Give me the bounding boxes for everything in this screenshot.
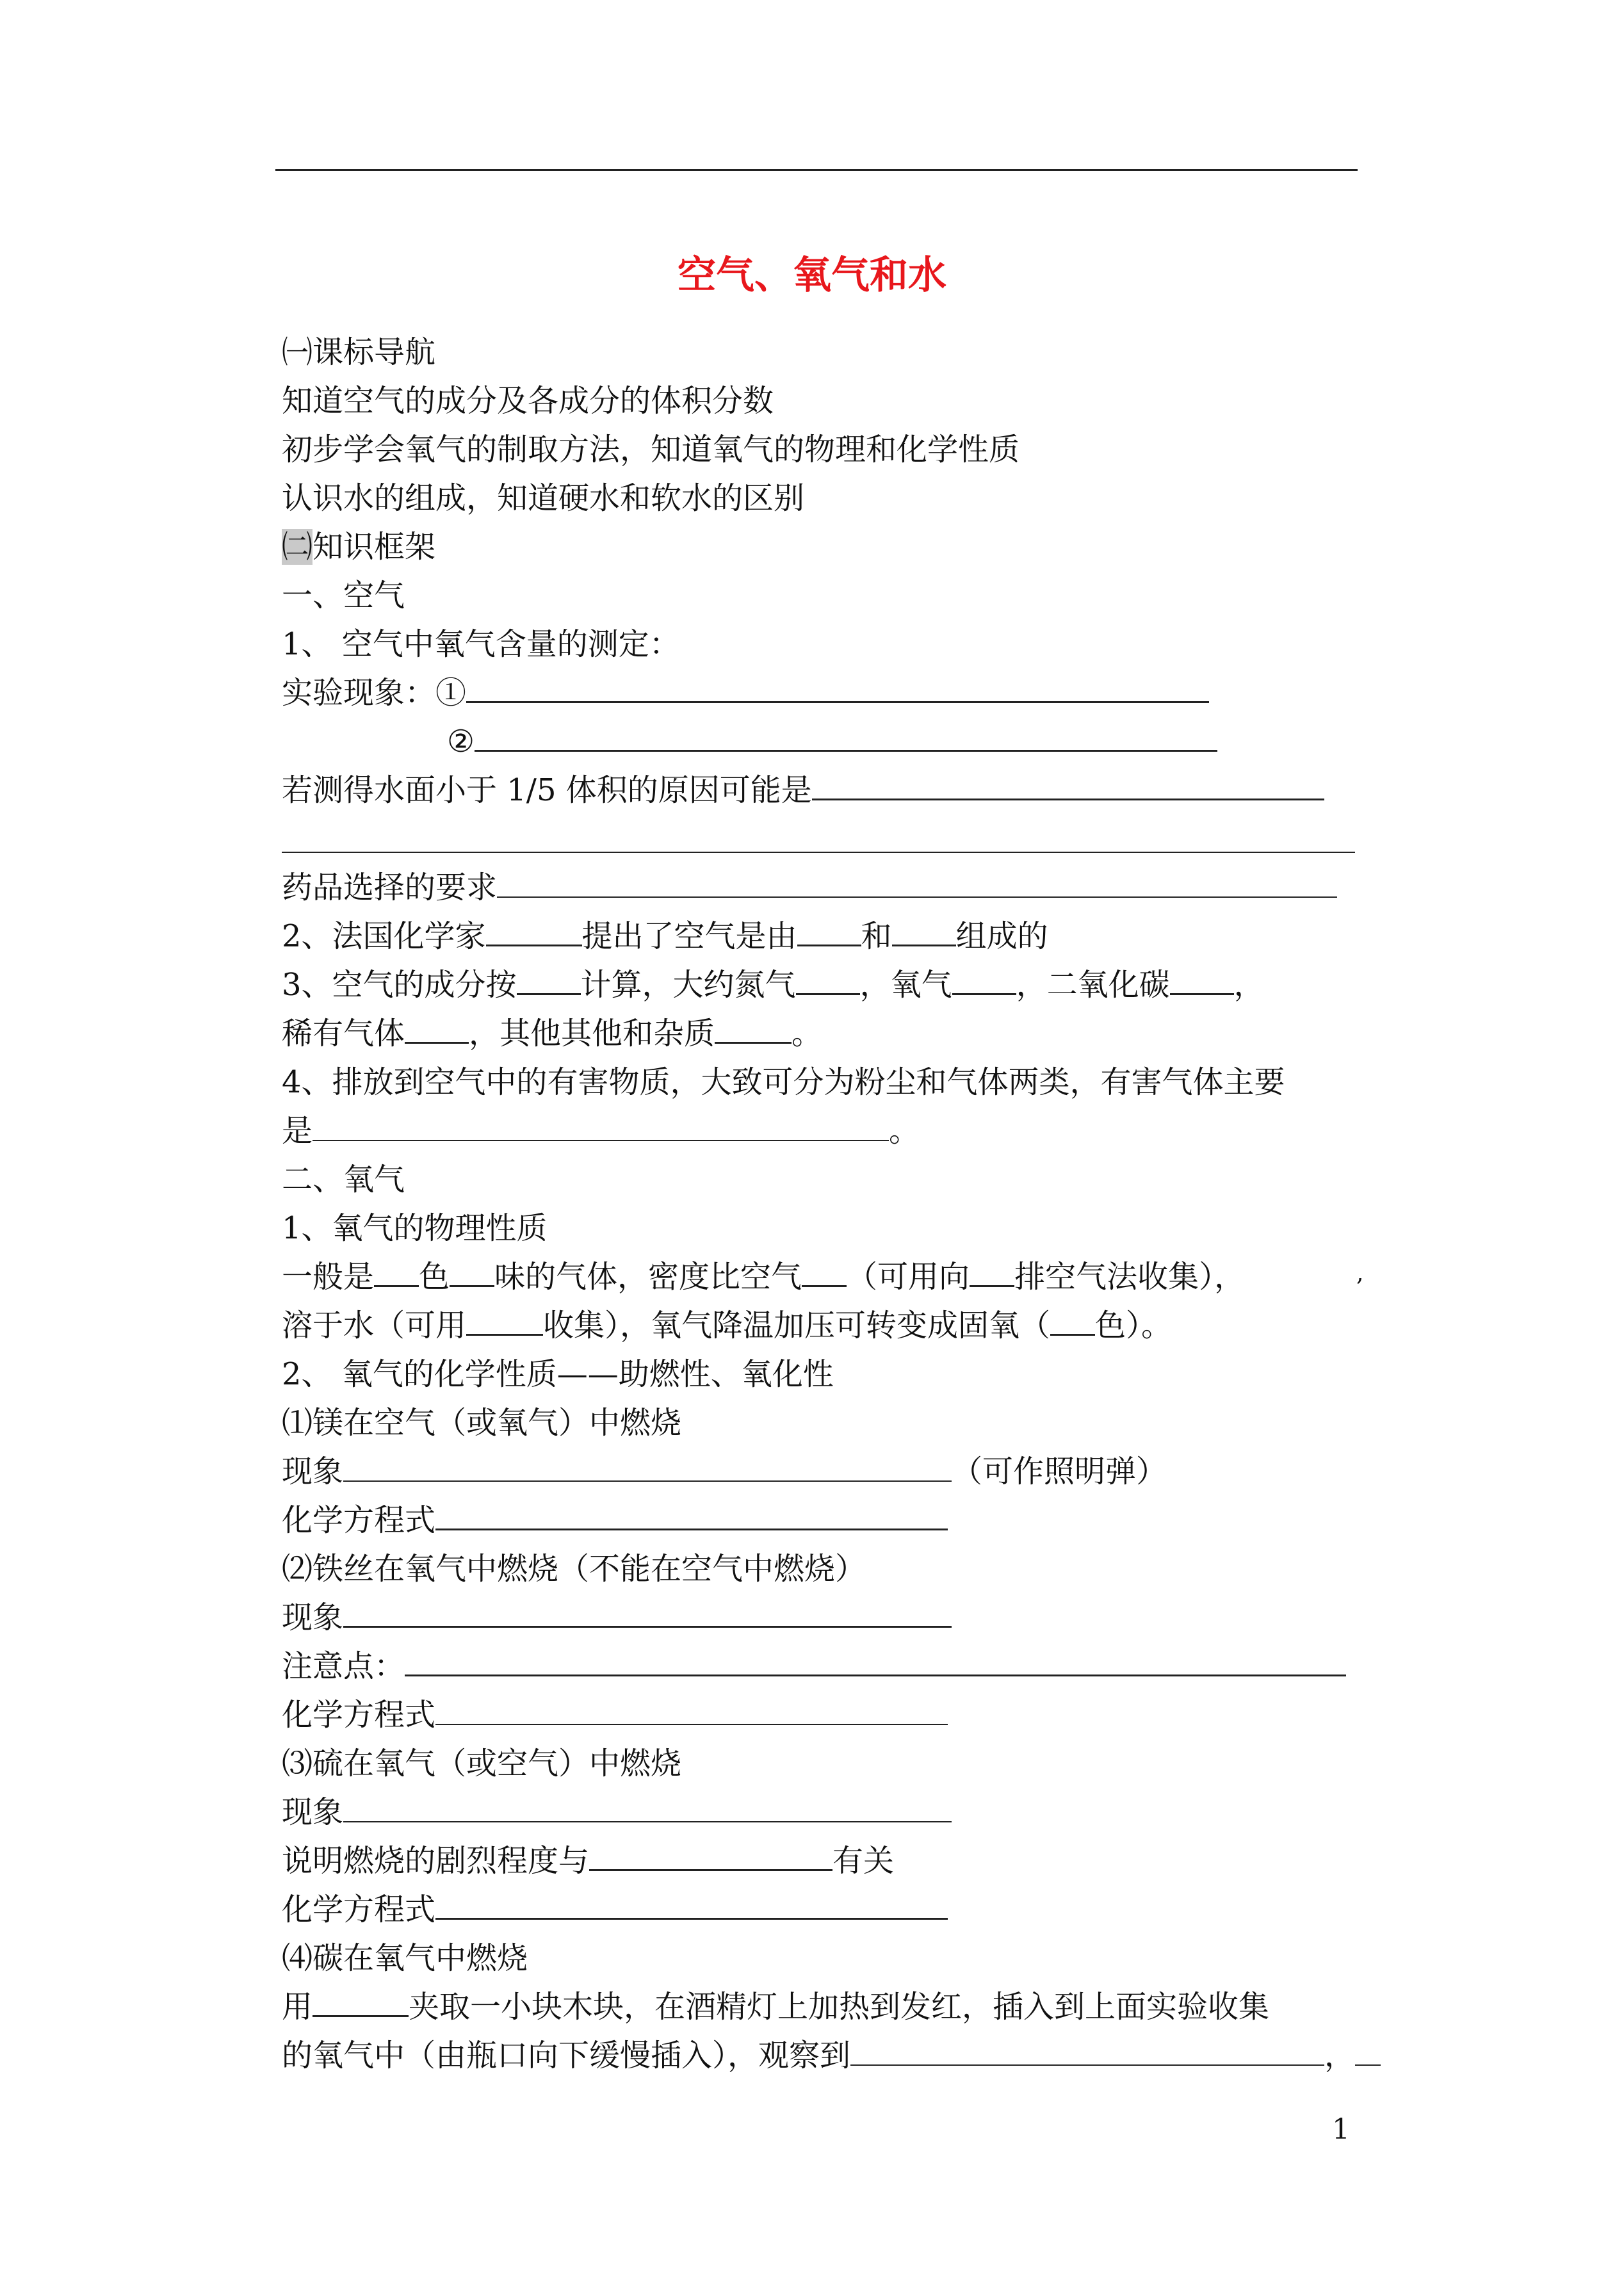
blank[interactable] <box>466 1304 543 1336</box>
blank[interactable] <box>435 1499 948 1530</box>
blank[interactable] <box>313 1110 889 1141</box>
text-line: 初步学会氧气的制取方法，知道氧气的物理和化学性质 <box>282 432 1020 467</box>
blank[interactable] <box>343 1596 952 1628</box>
fill-line: 注意点： <box>282 1642 1346 1691</box>
page-number: 1 <box>1332 2113 1350 2146</box>
blank[interactable] <box>450 1256 494 1287</box>
blank[interactable] <box>1170 964 1234 995</box>
text-line: 1、氧气的物理性质 <box>282 1210 548 1246</box>
blank[interactable] <box>466 672 1209 703</box>
blank[interactable] <box>715 1012 792 1044</box>
fill-line: 现象 （可作照明弹） <box>282 1447 1167 1496</box>
fill-line: 3、空气的成分按 计算，大约氮气 ，氧气 ，二氧化碳 ， <box>282 961 1265 1009</box>
text-line: ⑵铁丝在氧气中燃烧（不能在空气中燃烧） <box>282 1551 866 1587</box>
blank[interactable] <box>970 1256 1014 1287</box>
document-title: 空气、氧气和水 <box>678 253 946 298</box>
blank[interactable] <box>435 1888 948 1920</box>
fill-line: 2、法国化学家 提出了空气是由 和 组成的 <box>282 912 1048 961</box>
fill-line: 化学方程式 <box>282 1691 948 1739</box>
fill-line: 稀有气体 ，其他其他和杂质 。 <box>282 1009 822 1058</box>
fill-line: 说明燃烧的剧烈程度与 有关 <box>282 1837 894 1885</box>
blank[interactable] <box>850 2035 1324 2066</box>
text-line: ⑶硫在氧气（或空气）中燃烧 <box>282 1746 682 1781</box>
blank[interactable] <box>374 1256 419 1287</box>
section-heading: ㈠课标导航 <box>282 334 436 370</box>
fill-line: 溶于水（可用 收集），氧气降温加压可转变成固氧（ 色）。 <box>282 1301 1172 1350</box>
blank[interactable] <box>796 964 860 995</box>
text-line: ⑴镁在空气（或氧气）中燃烧 <box>282 1405 682 1441</box>
text-line: 1、 空气中氧气含量的测定： <box>282 626 680 662</box>
blank[interactable] <box>475 720 1217 752</box>
text-line: 认识水的组成，知道硬水和软水的区别 <box>282 480 805 516</box>
fill-line: 实验现象：① <box>282 669 1209 717</box>
blank[interactable] <box>1355 2035 1381 2066</box>
blank[interactable] <box>802 1256 847 1287</box>
blank[interactable] <box>1050 1304 1095 1336</box>
fill-line: 用 夹取一小块木块，在酒精灯上加热到发红，插入到上面实验收集 <box>282 1983 1269 2031</box>
stray-mark: , <box>1356 1260 1364 1286</box>
fill-line: ② <box>447 717 1217 766</box>
fill-line: 的氧气中（由瓶口向下缓慢插入），观察到 ， <box>282 2031 1381 2080</box>
fill-line: 若测得水面小于 1/5 体积的原因可能是 <box>282 766 1324 815</box>
blank[interactable] <box>812 769 1324 800</box>
blank[interactable] <box>435 1694 948 1725</box>
section-heading: 一、空气 <box>282 578 405 613</box>
header-rule <box>275 169 1358 171</box>
fill-line: 是 。 <box>282 1107 920 1155</box>
fill-line: 现象 <box>282 1788 952 1837</box>
blank[interactable] <box>497 867 1337 898</box>
text-line: 2、 氧气的化学性质——助燃性、氧化性 <box>282 1356 834 1392</box>
blank[interactable] <box>405 1012 469 1044</box>
blank[interactable] <box>405 1645 1346 1676</box>
fill-line: 化学方程式 <box>282 1885 948 1934</box>
blank-rule[interactable] <box>282 852 1355 853</box>
text-line: ⑷碳在氧气中燃烧 <box>282 1940 528 1976</box>
blank[interactable] <box>589 1840 832 1871</box>
text-line: 知道空气的成分及各成分的体积分数 <box>282 383 774 419</box>
fill-line: 药品选择的要求 <box>282 863 1337 912</box>
text-line: 4、排放到空气中的有害物质，大致可分为粉尘和气体两类，有害气体主要 <box>282 1064 1285 1100</box>
fill-line: 现象 <box>282 1593 952 1642</box>
blank[interactable] <box>486 915 582 946</box>
blank[interactable] <box>952 964 1016 995</box>
fill-line: 一般是 色 味的气体，密度比空气 （可用向 排空气法收集）， <box>282 1253 1245 1301</box>
blank[interactable] <box>797 915 861 946</box>
blank[interactable] <box>892 915 956 946</box>
blank[interactable] <box>313 1986 409 2017</box>
fill-line: 化学方程式 <box>282 1496 948 1545</box>
blank[interactable] <box>517 964 581 995</box>
section-heading: 二、氧气 <box>282 1162 405 1197</box>
blank[interactable] <box>343 1792 952 1822</box>
highlighted-marker: ㈡ <box>282 529 313 565</box>
section-heading: ㈡知识框架 <box>282 529 436 565</box>
blank[interactable] <box>343 1451 952 1482</box>
